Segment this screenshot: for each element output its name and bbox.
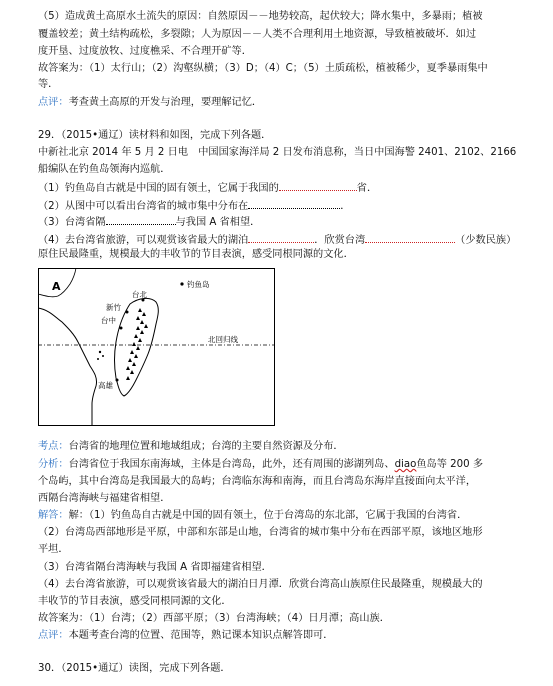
kaodian-label: 考点： <box>38 441 69 452</box>
label-a: A <box>52 280 61 293</box>
answer-blank-3[interactable] <box>106 213 176 225</box>
q29-material-2: 船编队在钓鱼岛领海内巡航． <box>38 164 171 175</box>
fenxi-wavy-word: diao <box>394 459 417 470</box>
q28-line-2: 覆盖较差；黄土结构疏松，多裂隙；人为原因－－人类不合理利用土地资源，导致植被破坏．如过 <box>38 29 477 40</box>
q29-sub-4 <box>38 231 516 248</box>
q29-fenxi-1 <box>38 457 483 472</box>
q29-sub-4-cont: 原住民最隆重，规模最大的丰收节的节目表演，感受同根同源的文化． <box>38 249 354 260</box>
q29-fenxi-2: 个岛屿，其中台湾岛是我国最大的岛屿；台湾临东海和南海，而且台湾岛东海岸直接面向太平洋， <box>38 476 477 487</box>
sub-4-tail: （少数民族） <box>455 235 517 246</box>
q29-sub-2 <box>38 197 350 214</box>
q29-fenxi-3: 西隔台湾海峡与福建省相望． <box>38 493 171 504</box>
answer-blank-1[interactable] <box>279 179 357 191</box>
label-taibei: 台北 <box>132 290 147 299</box>
q29-title: 29．（2015•通辽）读材料和如图，完成下列各题． <box>38 130 272 141</box>
answer-blank-4[interactable] <box>248 231 314 243</box>
fenxi-label: 分析： <box>38 459 69 470</box>
kaodian-text: 台湾省的地理位置和地域组成；台湾的主要自然资源及分布． <box>68 441 344 452</box>
q29-material-1: 中新社北京 2014 年 5 月 2 日电 中国国家海洋局 2 日发布消息称，当日中国海警 2401、2102、2166 <box>38 147 517 158</box>
label-diaoyu: 钓鱼岛 <box>187 280 210 289</box>
jieda-text-1: 解：（1）钓鱼岛自古就是中国的固有领土，位于台湾岛的东北部，它属于我国的台湾省． <box>68 510 468 521</box>
sub-2-tail: ． <box>340 201 351 212</box>
q29-jieda-5: （4）去台湾省旅游，可以观赏该省最大的湖泊日月潭．欣赏台湾高山族原住民最隆重，规模最大的 <box>38 579 483 590</box>
sub-3-text: （3）台湾省隔 <box>38 217 106 228</box>
sub-4-mid: ．欣赏台湾 <box>314 235 366 246</box>
sub-4-text: （4）去台湾省旅游，可以观赏该省最大的湖泊 <box>38 235 249 246</box>
q29-kaodian <box>38 439 344 454</box>
answer-blank-2[interactable] <box>248 197 340 209</box>
diaoyu-island-dot <box>180 282 183 285</box>
answer-blank-5[interactable] <box>365 231 455 243</box>
label-xinzhu: 新竹 <box>106 303 121 312</box>
q30-title: 30．（2015•通辽）读图，完成下列各题． <box>38 663 231 674</box>
fenxi-text-b: 鱼岛等 200 多 <box>416 459 484 470</box>
jieda-label: 解答： <box>38 510 69 521</box>
q28-line-3: 度开垦、过度放牧、过度樵采、不合理开矿等． <box>38 46 252 57</box>
q29-jieda-6: 丰收节的节目表演，感受同根同源的文化． <box>38 596 232 607</box>
q29-sub-1 <box>38 179 377 196</box>
sub-1-tail: 省． <box>356 183 378 194</box>
q28-answer-1: 故答案为：（1）太行山；（2）沟壑纵横；（3）D；（4）C；（5）土质疏松，植被稀少，夏季暴雨集中 <box>38 63 488 74</box>
comment-label: 点评： <box>38 630 69 641</box>
label-taizhong: 台中 <box>101 316 116 325</box>
label-gaoxiong: 高雄 <box>98 381 113 390</box>
comment-text: 考查黄土高原的开发与治理，要理解记忆． <box>68 97 263 108</box>
comment-label: 点评： <box>38 97 69 108</box>
q28-answer-2: 等． <box>38 79 59 90</box>
q29-jieda-3: 平坦． <box>38 544 69 555</box>
taiwan-map <box>38 268 275 426</box>
q28-line-1: （5）造成黄土高原水土流失的原因：自然原因－－地势较高，起伏较大；降水集中，多暴雨；植被 <box>38 11 483 22</box>
q28-comment <box>38 95 262 110</box>
q29-sub-3 <box>38 213 260 230</box>
q29-jieda-4: （3）台湾省隔台湾海峡与我国 A 省即福建省相望． <box>38 562 272 573</box>
sub-1-text: （1）钓鱼岛自古就是中国的固有领土，它属于我国的 <box>38 183 279 194</box>
fenxi-text-a: 台湾省位于我国东南海域，主体是台湾岛，此外，还有周围的澎湖列岛、 <box>68 459 395 470</box>
q29-answer: 故答案为：（1）台湾；（2）西部平原；（3）台湾海峡；（4）日月潭；高山族． <box>38 613 390 624</box>
q29-jieda-1 <box>38 508 467 523</box>
comment-text: 本题考查台湾的位置、范围等，熟记课本知识点解答即可． <box>68 630 334 641</box>
q29-jieda-2: （2）台湾岛西部地形是平原，中部和东部是山地，台湾省的城市集中分布在西部平原，该地区地形 <box>38 527 483 538</box>
q29-comment <box>38 628 333 643</box>
label-tropic: 北回归线 <box>208 335 238 344</box>
sub-2-text: （2）从图中可以看出台湾省的城市集中分布在 <box>38 201 249 212</box>
sub-3-tail: 与我国 A 省相望． <box>175 217 261 228</box>
